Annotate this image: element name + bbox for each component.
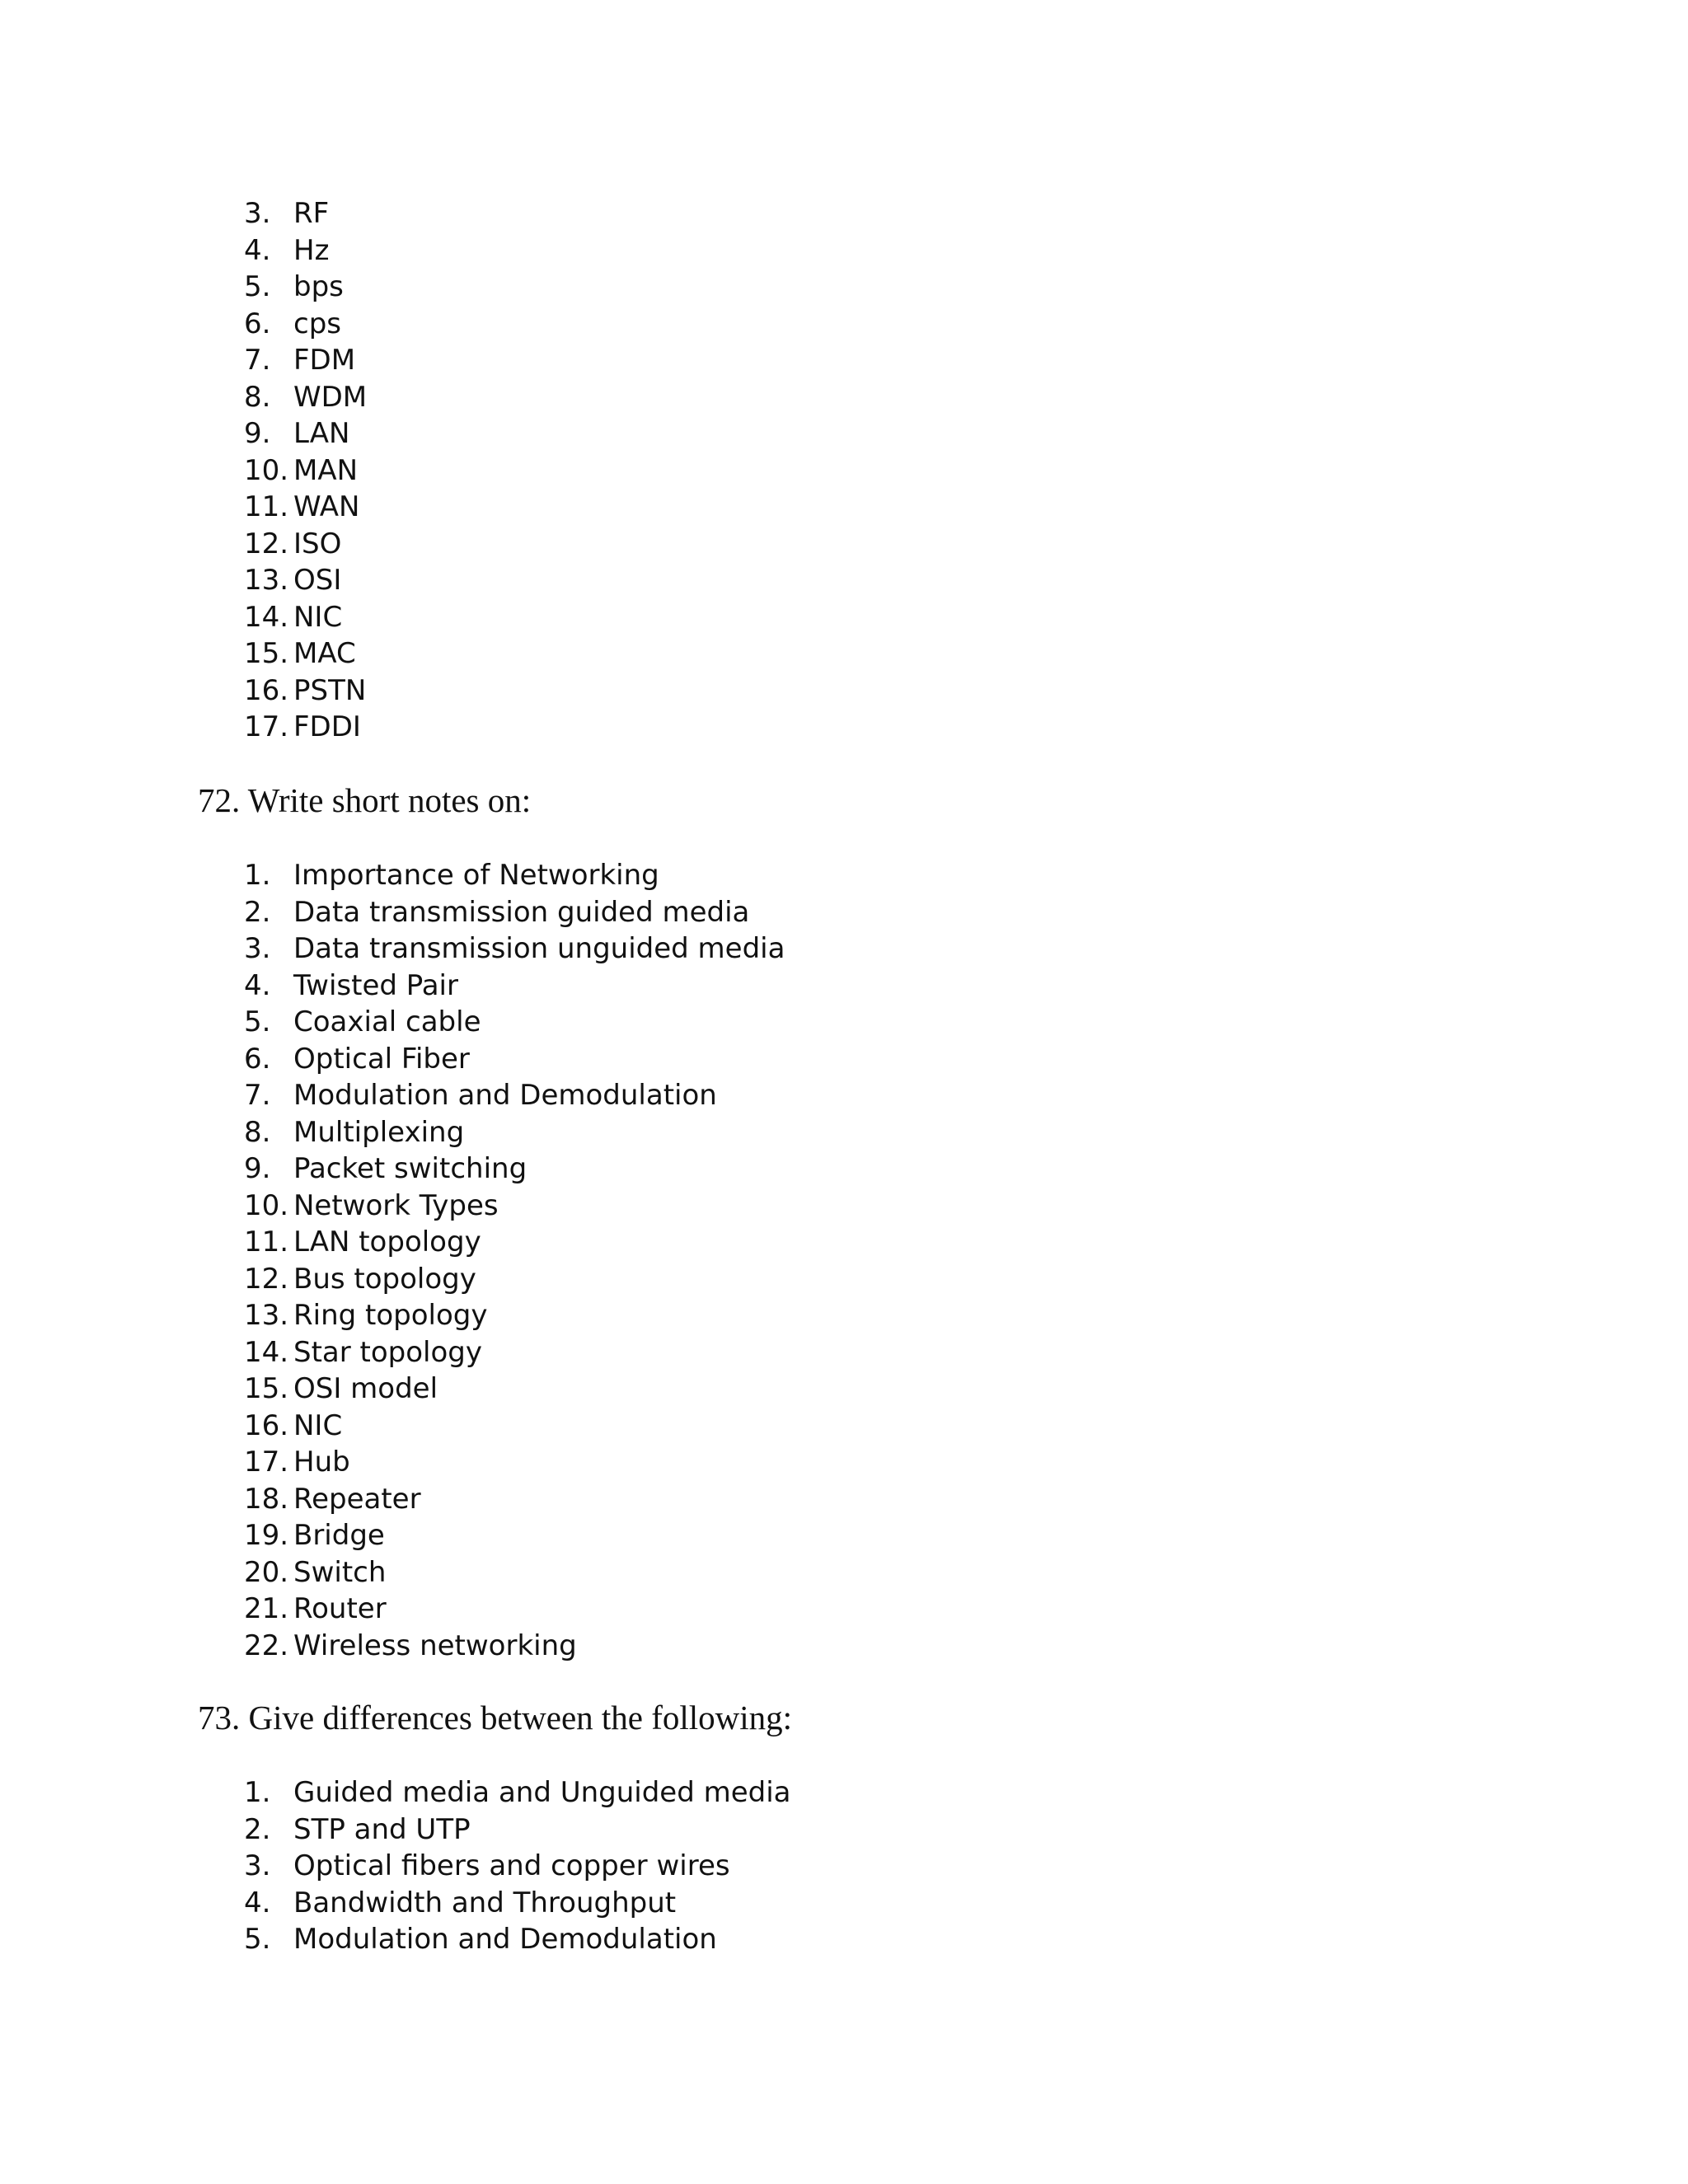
item-number: 7. [244,1079,271,1112]
item-text: MAC [293,637,356,670]
item-number: 6. [244,307,271,340]
item-text: FDDI [293,710,361,743]
item-text: WAN [293,490,360,523]
item-text: Switch [293,1555,387,1589]
item-text: Importance of Networking [293,859,659,892]
list-item [244,1334,785,1371]
item-text: STP and UTP [293,1812,471,1846]
item-number: 13. [244,564,289,597]
item-number: 3. [244,197,271,230]
item-text: Guided media and Unguided media [293,1776,791,1809]
item-text: Wireless networking [293,1629,577,1662]
item-text: ISO [293,527,342,560]
item-text: Twisted Pair [293,968,458,1002]
list-item [244,1774,791,1811]
item-number: 9. [244,1152,271,1185]
list-item [244,930,785,968]
list-item [244,1077,785,1114]
differences-list [244,1774,791,1958]
list-item [244,1628,785,1665]
list-item [244,342,367,379]
list-item [244,1921,791,1958]
item-text: MAN [293,453,359,487]
item-number: 15. [244,637,289,670]
short-notes-list [244,857,785,1664]
item-text: Data transmission unguided media [293,932,785,965]
list-item [244,1297,785,1334]
item-number: 7. [244,344,271,377]
list-item [244,489,367,526]
item-number: 5. [244,1005,271,1038]
item-number: 5. [244,1923,271,1956]
list-item [244,562,367,599]
list-item [244,1444,785,1481]
item-text: bps [293,270,344,303]
item-text: Modulation and Demodulation [293,1923,717,1956]
list-item [244,1408,785,1445]
list-item [244,1151,785,1188]
list-item [244,1004,785,1041]
item-number: 1. [244,1776,271,1809]
item-number: 8. [244,380,271,414]
list-item [244,1041,785,1078]
list-item [244,1188,785,1225]
list-item [244,1554,785,1591]
item-text: Router [293,1592,387,1625]
item-text: WDM [293,380,368,414]
abbreviation-list [244,195,367,746]
item-number: 22. [244,1629,289,1662]
list-item [244,635,367,673]
item-text: Ring topology [293,1299,488,1332]
item-text: Star topology [293,1335,483,1369]
list-item [244,415,367,452]
list-item [244,1517,785,1554]
list-item [244,968,785,1005]
list-item [244,269,367,306]
item-number: 4. [244,233,271,267]
list-item [244,1261,785,1298]
list-item [244,1371,785,1408]
item-number: 10. [244,1188,289,1222]
item-text: Optical Fiber [293,1042,470,1076]
list-item [244,894,785,931]
item-number: 17. [244,710,289,743]
item-text: Multiplexing [293,1115,465,1149]
item-text: Hz [293,233,330,267]
item-text: LAN [293,417,350,450]
item-number: 2. [244,1812,271,1846]
item-text: Packet switching [293,1152,528,1185]
item-text: PSTN [293,673,367,707]
item-number: 3. [244,1849,271,1882]
item-text: Bus topology [293,1262,476,1296]
item-number: 14. [244,1335,289,1369]
item-number: 15. [244,1372,289,1405]
list-item [244,1811,791,1849]
list-item [244,673,367,710]
item-number: 16. [244,673,289,707]
item-text: RF [293,197,330,230]
list-item [244,379,367,416]
item-number: 19. [244,1519,289,1552]
list-item [244,306,367,343]
item-number: 3. [244,932,271,965]
item-text: LAN topology [293,1226,481,1258]
item-number: 11. [244,490,289,523]
item-text: Bandwidth and Throughput [293,1886,677,1919]
item-number: 4. [244,1886,271,1919]
item-number: 12. [244,527,289,560]
item-text: Data transmission guided media [293,895,750,929]
list-item [244,1885,791,1922]
item-number: 6. [244,1042,271,1076]
list-item [244,1591,785,1628]
list-item [244,526,367,563]
item-number: 16. [244,1408,289,1442]
item-number: 17. [244,1446,289,1479]
item-text: Network Types [293,1188,499,1222]
list-item [244,599,367,636]
item-number: 14. [244,600,289,634]
list-item [244,1848,791,1885]
item-text: OSI model [293,1372,438,1405]
item-number: 18. [244,1482,289,1516]
item-number: 12. [244,1262,289,1296]
item-text: Bridge [293,1519,385,1552]
item-text: Hub [293,1446,350,1479]
item-number: 20. [244,1555,289,1589]
item-text: cps [293,307,341,340]
item-number: 21. [244,1592,289,1625]
question-72-heading: 72. Write short notes on: [198,781,532,819]
item-number: 11. [244,1226,289,1258]
item-number: 1. [244,859,271,892]
item-text: Repeater [293,1482,421,1516]
list-item [244,232,367,269]
item-text: Optical fibers and copper wires [293,1849,730,1882]
list-item [244,452,367,490]
item-text: OSI [293,564,342,597]
item-number: 5. [244,270,271,303]
item-number: 2. [244,895,271,929]
question-73-heading: 73. Give differences between the following: [198,1699,793,1736]
item-text: FDM [293,344,356,377]
item-number: 10. [244,453,289,487]
list-item [244,1481,785,1518]
item-text: NIC [293,1408,343,1442]
list-item [244,195,367,232]
item-text: Modulation and Demodulation [293,1079,717,1112]
item-text: Coaxial cable [293,1005,481,1038]
item-number: 4. [244,968,271,1002]
item-number: 8. [244,1115,271,1149]
item-number: 13. [244,1299,289,1332]
item-number: 9. [244,417,271,450]
list-item [244,857,785,894]
list-item [244,1224,785,1261]
list-item [244,1114,785,1151]
list-item [244,709,367,746]
item-text: NIC [293,600,343,634]
